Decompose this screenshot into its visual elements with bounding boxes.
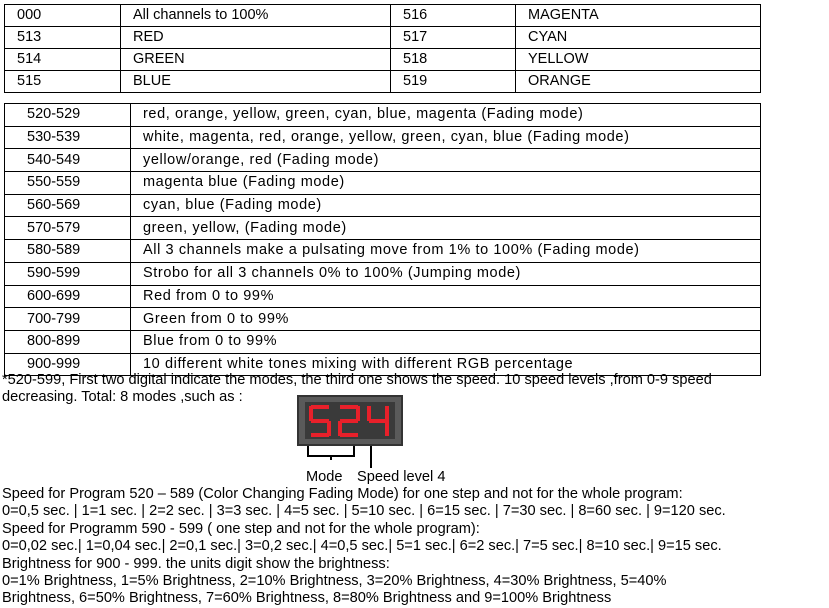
digit-1-segment-f: [309, 406, 313, 421]
table-row: [5, 330, 761, 353]
digit-3-segment-g: [369, 419, 387, 423]
note-line: 0=0,02 sec.| 1=0,04 sec.| 2=0,1 sec.| 3=0,2 sec.| 4=0,5 sec.| 5=1 sec.| 6=2 sec.| 7=5 sec.| 8=10 sec.| 9=15 sec.: [2, 538, 722, 555]
table-row: [5, 262, 761, 285]
table-cell: 519: [391, 71, 516, 93]
table-cell: 000: [5, 5, 121, 27]
table-cell: 513: [5, 27, 121, 49]
program-range: 600-699: [5, 285, 131, 308]
table-row: [5, 71, 761, 93]
program-description: Green from 0 to 99%: [131, 308, 761, 331]
table-row: [5, 194, 761, 217]
table-row: [5, 49, 761, 71]
digit-2-segment-b: [356, 406, 360, 421]
program-description: cyan, blue (Fading mode): [131, 194, 761, 217]
program-description: All 3 channels make a pulsating move from 1% to 100% (Fading mode): [131, 240, 761, 263]
table-row: [5, 149, 761, 172]
program-range: 700-799: [5, 308, 131, 331]
digit-2-segment-g: [340, 419, 358, 423]
program-description: white, magenta, red, orange, yellow, green, cyan, blue (Fading mode): [131, 126, 761, 149]
table-row: [5, 27, 761, 49]
program-description: Blue from 0 to 99%: [131, 330, 761, 353]
program-range: 560-569: [5, 194, 131, 217]
table-cell: 518: [391, 49, 516, 71]
mode-bracket: [307, 446, 355, 460]
table-row: [5, 217, 761, 240]
program-range: 550-559: [5, 172, 131, 195]
table-cell: ORANGE: [516, 71, 761, 93]
table-cell: 517: [391, 27, 516, 49]
program-description: Red from 0 to 99%: [131, 285, 761, 308]
table-cell: GREEN: [121, 49, 391, 71]
table-cell: MAGENTA: [516, 5, 761, 27]
program-description: green, yellow, (Fading mode): [131, 217, 761, 240]
program-table: [4, 103, 761, 376]
table-row: [5, 240, 761, 263]
note-line: 0=0,5 sec. | 1=1 sec. | 2=2 sec. | 3=3 sec. | 4=5 sec. | 5=10 sec. | 6=15 sec. | 7=30 sec. | 8=60 sec. | 9=120 sec.: [2, 503, 726, 520]
program-range: 530-539: [5, 126, 131, 149]
speed-pointer: [370, 446, 372, 468]
table-row: [5, 126, 761, 149]
table-cell: 515: [5, 71, 121, 93]
table-cell: 514: [5, 49, 121, 71]
program-description: 10 different white tones mixing with different RGB percentage: [131, 353, 761, 376]
program-range: 800-899: [5, 330, 131, 353]
note-line: Brightness for 900 - 999. the units digit show the brightness:: [2, 555, 390, 572]
program-description: Strobo for all 3 channels 0% to 100% (Jumping mode): [131, 262, 761, 285]
digit-2-segment-a: [340, 405, 358, 409]
program-range: 570-579: [5, 217, 131, 240]
program-description: red, orange, yellow, green, cyan, blue, magenta (Fading mode): [131, 104, 761, 127]
program-range: 580-589: [5, 240, 131, 263]
program-range: 900-999: [5, 353, 131, 376]
table-cell: BLUE: [121, 71, 391, 93]
table-row: [5, 308, 761, 331]
digit-3-segment-f: [367, 406, 371, 421]
digit-1-segment-g: [311, 419, 329, 423]
digit-3-segment-c: [385, 421, 389, 436]
note-line-2: decreasing. Total: 8 modes ,such as :: [2, 389, 243, 405]
table-row: [5, 172, 761, 195]
digit-1-segment-d: [311, 433, 329, 437]
mode-label: Mode: [306, 469, 343, 485]
program-description: magenta blue (Fading mode): [131, 172, 761, 195]
table-row: [5, 104, 761, 127]
note-line: Brightness, 6=50% Brightness, 7=60% Brightness, 8=80% Brightness and 9=100% Brightness: [2, 590, 612, 607]
program-range: 590-599: [5, 262, 131, 285]
single-color-table: [4, 4, 761, 93]
table-cell: All channels to 100%: [121, 5, 391, 27]
display-digits: [299, 397, 405, 448]
seven-segment-display: [297, 395, 403, 446]
speed-brightness-notes: [2, 486, 726, 608]
note-line-1: *520-599, First two digital indicate the modes, the third one shows the speed. 10 speed levels ,from 0-9 speed: [2, 372, 712, 388]
note-line: Speed for Program 520 – 589 (Color Changing Fading Mode) for one step and not for the whole program:: [2, 486, 683, 502]
note-line: 0=1% Brightness, 1=5% Brightness, 2=10% Brightness, 3=20% Brightness, 4=30% Brightness, 5=40%: [2, 572, 667, 589]
table-cell: YELLOW: [516, 49, 761, 71]
table-row: [5, 285, 761, 308]
program-description: yellow/orange, red (Fading mode): [131, 149, 761, 172]
note-line: Speed for Programm 590 - 599 ( one step and not for the whole program):: [2, 520, 480, 537]
table-cell: RED: [121, 27, 391, 49]
program-range: 540-549: [5, 149, 131, 172]
digit-1-segment-a: [311, 405, 329, 409]
table-row: [5, 5, 761, 27]
table-cell: 516: [391, 5, 516, 27]
digit-3-segment-b: [385, 406, 389, 421]
speed-level-label: Speed level 4: [357, 469, 446, 485]
digit-2-segment-d: [340, 433, 358, 437]
program-range: 520-529: [5, 104, 131, 127]
table-cell: CYAN: [516, 27, 761, 49]
